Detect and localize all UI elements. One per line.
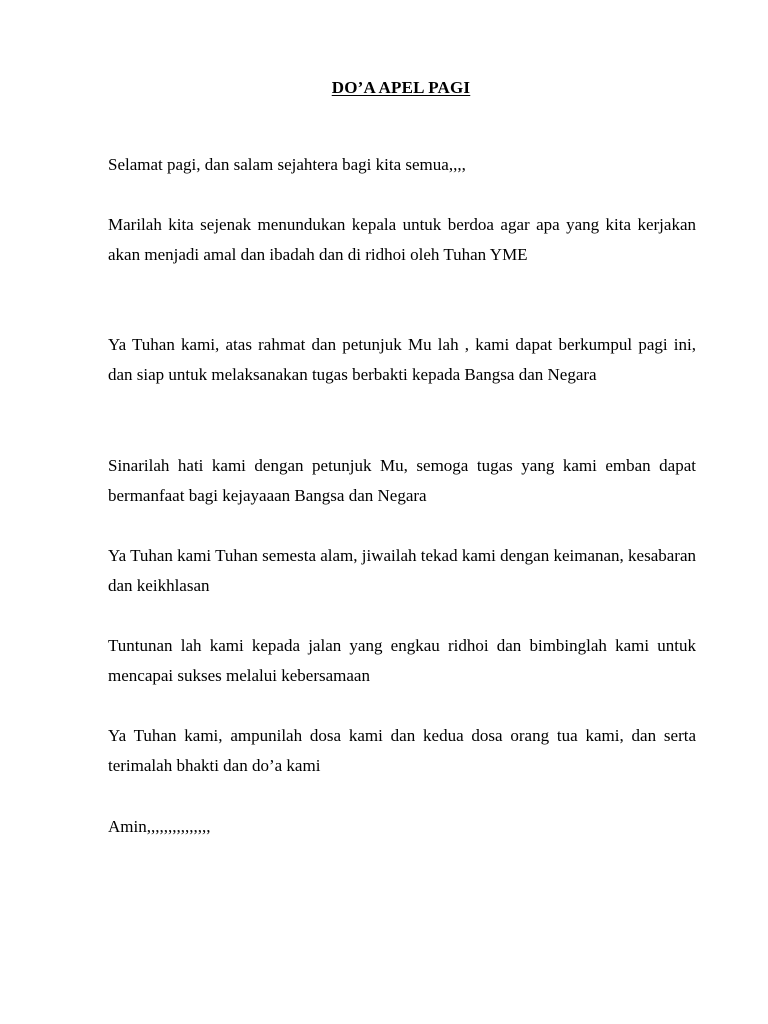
paragraph-amen: Amin,,,,,,,,,,,,,,, — [108, 817, 211, 836]
paragraph-greeting: Selamat pagi, dan salam sejahtera bagi kita semua,,,, — [108, 155, 466, 174]
paragraph-forgiveness: Ya Tuhan kami, ampunilah dosa kami dan kedua dosa orang tua kami, dan serta terimalah bhakti dan do’a kami — [108, 726, 696, 775]
paragraph-resolve: Ya Tuhan kami Tuhan semesta alam, jiwailah tekad kami dengan keimanan, kesabaran dan keikhlasan — [108, 546, 696, 595]
paragraph-path: Tuntunan lah kami kepada jalan yang engkau ridhoi dan bimbinglah kami untuk mencapai sukses melalui kebersamaan — [108, 636, 696, 685]
paragraph-gratitude: Ya Tuhan kami, atas rahmat dan petunjuk Mu lah , kami dapat berkumpul pagi ini, dan siap untuk melaksanakan tugas berbakti kepada Bangsa dan Negara — [108, 335, 696, 384]
document-title: DO’A APEL PAGI — [331, 78, 471, 97]
paragraph-invitation: Marilah kita sejenak menundukan kepala untuk berdoa agar apa yang kita kerjakan akan menjadi amal dan ibadah dan di ridhoi oleh Tuhan YME — [108, 215, 696, 264]
paragraph-guidance: Sinarilah hati kami dengan petunjuk Mu, semoga tugas yang kami emban dapat bermanfaat bagi kejayaaan Bangsa dan Negara — [108, 456, 696, 505]
